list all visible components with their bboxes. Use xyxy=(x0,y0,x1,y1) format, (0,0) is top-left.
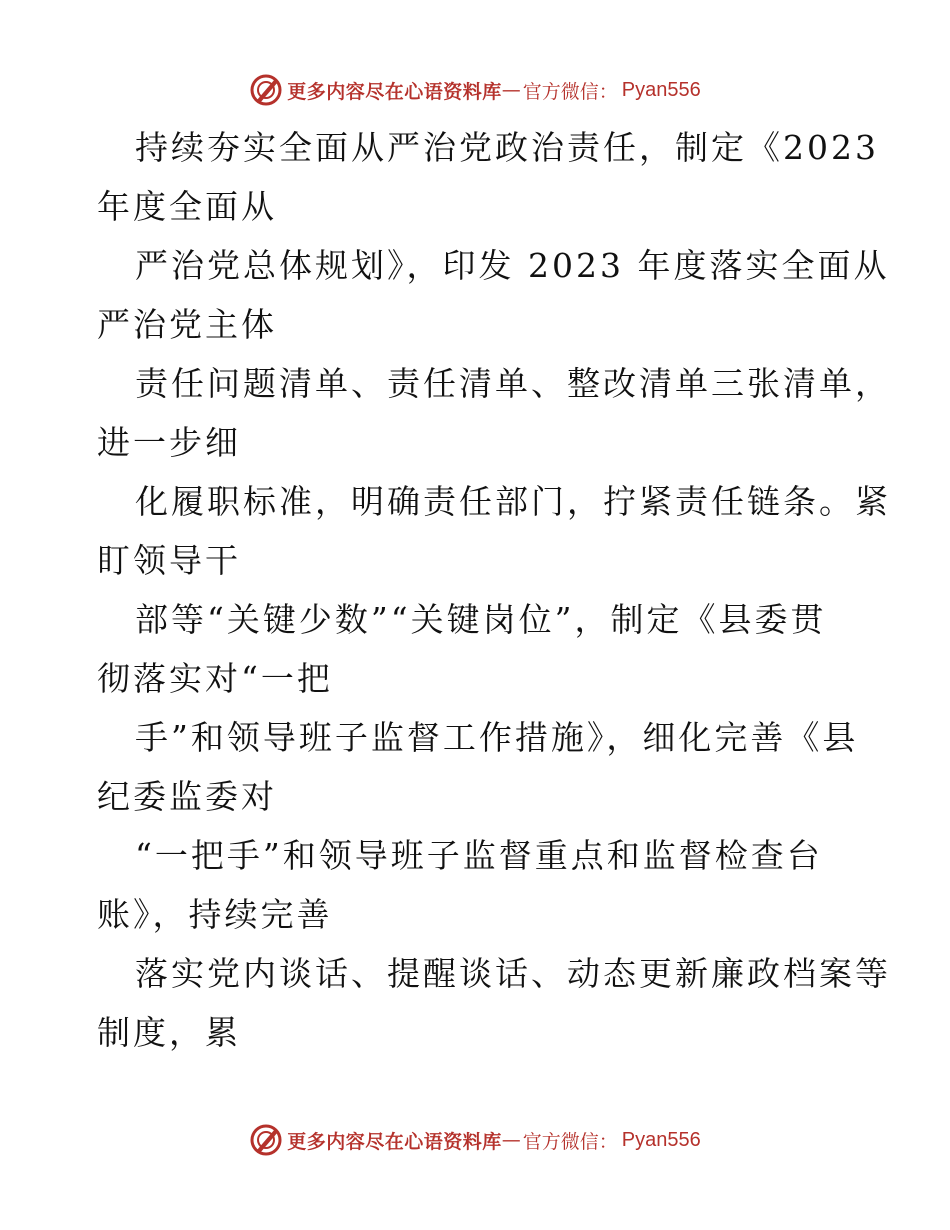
body-line: 手”和领导班子监督工作措施》，细化完善《县 xyxy=(135,718,859,757)
body-line: 化履职标准，明确责任部门，拧紧责任链条。紧 xyxy=(135,482,891,521)
watermark-dash: — xyxy=(501,79,521,101)
watermark-wechat-label: 官方微信： xyxy=(522,80,618,103)
body-line: 持续夯实全面从严治党政治责任，制定《2023 xyxy=(135,128,879,167)
document-body xyxy=(97,118,891,1062)
pen-logo-icon xyxy=(249,1123,283,1157)
body-line: 年度全面从 xyxy=(97,187,277,226)
body-line: 严治党主体 xyxy=(97,305,277,344)
body-line: 责任问题清单、责任清单、整改清单三张清单， xyxy=(135,364,891,403)
pen-logo-icon xyxy=(249,73,283,107)
body-line: 制度，累 xyxy=(97,1013,241,1052)
body-line: 部等“关键少数”“关键岗位”，制定《县委贯 xyxy=(135,600,827,639)
watermark-dash: — xyxy=(501,1129,521,1151)
watermark-wechat-id: Pyan556 xyxy=(621,78,701,101)
watermark-wechat-id: Pyan556 xyxy=(621,1128,701,1151)
body-line: 落实党内谈话、提醒谈话、动态更新廉政档案等 xyxy=(135,954,891,993)
body-line: 严治党总体规划》，印发 2023 年度落实全面从 xyxy=(135,246,890,285)
body-line: 纪委监委对 xyxy=(97,777,277,816)
body-line: 盯领导干 xyxy=(97,541,241,580)
watermark-site-text: 更多内容尽在心语资料库 xyxy=(287,80,502,103)
body-line: 彻落实对“一把 xyxy=(97,659,333,698)
body-line: “一把手”和领导班子监督重点和监督检查台 xyxy=(135,836,823,875)
body-line: 账》，持续完善 xyxy=(97,895,333,934)
footer-watermark xyxy=(0,1120,950,1160)
header-watermark xyxy=(0,70,950,110)
watermark-wechat-label: 官方微信： xyxy=(522,1130,618,1153)
body-line: 进一步细 xyxy=(97,423,241,462)
watermark-site-text: 更多内容尽在心语资料库 xyxy=(287,1130,502,1153)
